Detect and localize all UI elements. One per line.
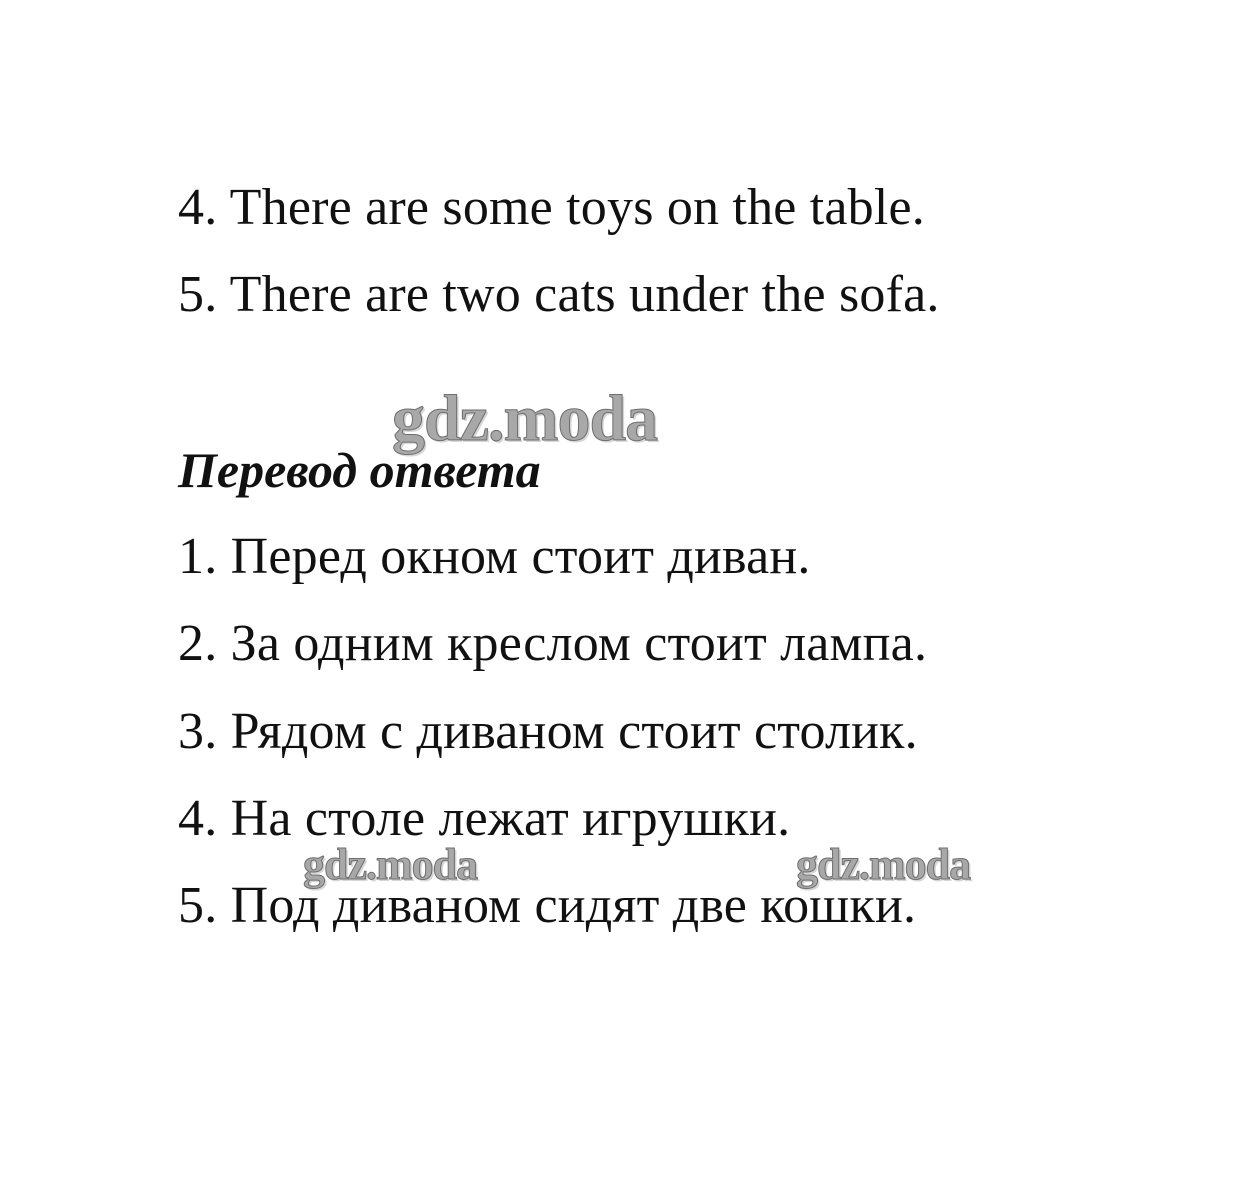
watermark-right: gdz.moda [796,840,971,889]
answer-line-ru-2: 2. За одним креслом стоит лампа. [178,615,928,672]
watermark-large: gdz.moda [392,382,658,455]
answer-line-ru-3: 3. Рядом с диваном стоит столик. [178,703,918,760]
answer-line-ru-5: 5. Под диваном сидят две кошки. [178,877,917,934]
answer-line-ru-1: 1. Перед окном стоит диван. [178,528,811,585]
answer-line-en-5: 5. There are two cats under the sofa. [178,266,940,323]
answer-line-ru-4: 4. На столе лежат игрушки. [178,790,791,847]
translation-heading: Перевод ответа [178,442,541,498]
answer-line-en-4: 4. There are some toys on the table. [178,179,926,236]
watermark-left: gdz.moda [303,840,478,889]
